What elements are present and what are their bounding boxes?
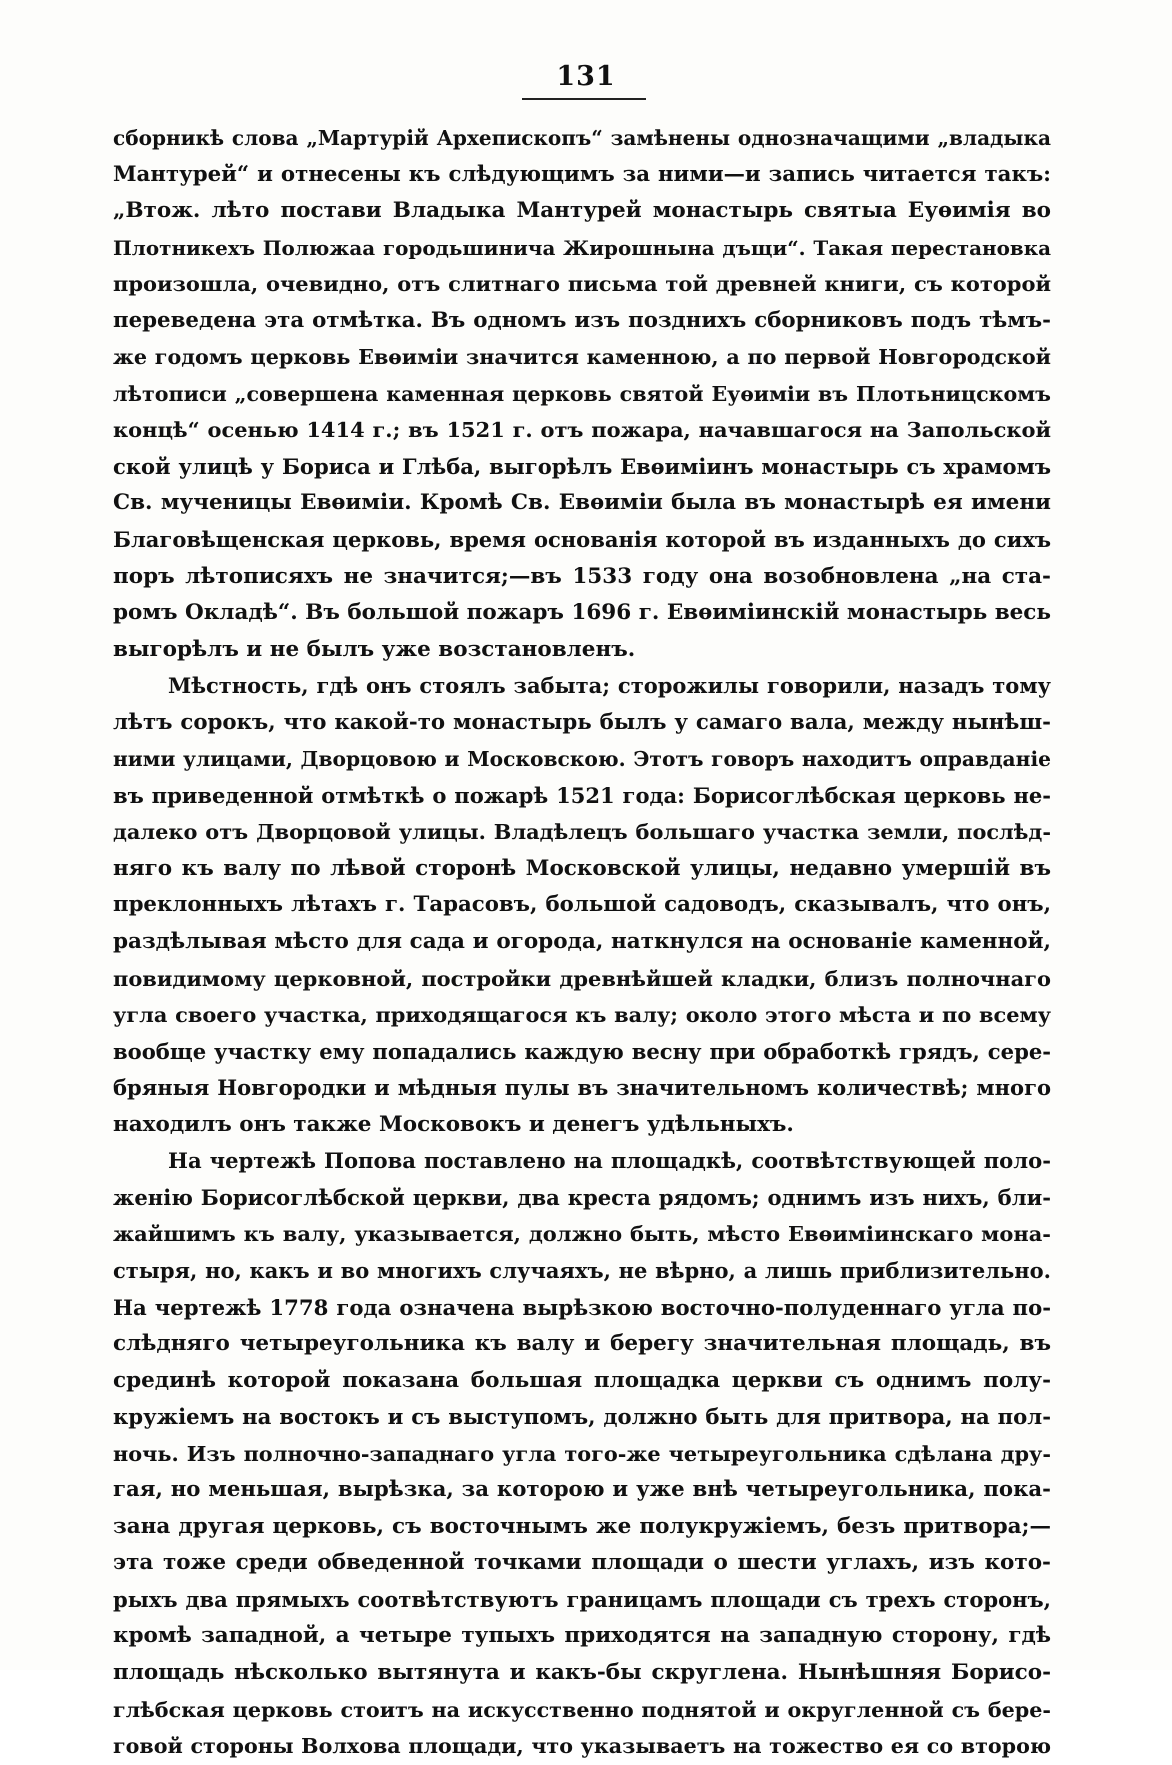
page-number: 131 xyxy=(556,61,616,92)
text-line: ской улицѣ у Бориса и Глѣба, выгорѣлъ Евѳиміинъ монастырь съ храмомъ xyxy=(113,453,1051,479)
text-line: стыря, но, какъ и во многихъ случаяхъ, не вѣрно, а лишь приблизительно. xyxy=(113,1257,1051,1283)
text-line: срединѣ которой показана большая площадка церкви съ однимъ полу- xyxy=(113,1367,1051,1393)
text-line: ними улицами, Дворцовою и Московскою. Этотъ говоръ находитъ оправданіе xyxy=(113,747,1051,772)
text-line: же годомъ церковь Евѳиміи значится каменною, а по первой Новгородской xyxy=(113,345,1051,370)
text-line: повидимому церковной, постройки древнѣйшей кладки, близъ полночнаго xyxy=(113,965,1051,991)
text-line: кромѣ западной, а четыре тупыхъ приходятся на западную сторону, гдѣ xyxy=(113,1623,1051,1649)
text-line: Мантурей“ и отнесены къ слѣдующимъ за ними—и запись читается такъ: xyxy=(113,161,1051,187)
text-line: произошла, очевидно, отъ слитнаго письма той древней книги, съ которой xyxy=(113,271,1051,297)
text-line: На чертежѣ 1778 года означена вырѣзкою восточно-полуденнаго угла по- xyxy=(113,1294,1051,1320)
text-line: слѣдняго четыреугольника къ валу и берегу значительная площадь, въ xyxy=(113,1331,1051,1357)
text-line: няго къ валу по лѣвой сторонѣ Московской улицы, недавно умершій въ xyxy=(113,855,1051,881)
text-line: На чертежѣ Попова поставлено на площадкѣ, соотвѣтствующей поло- xyxy=(168,1148,1051,1174)
text-line: вообще участку ему попадались каждую весну при обработкѣ грядъ, сере- xyxy=(113,1038,1051,1064)
text-line: Плотникехъ Полюжаа городьшинича Жирошнына дъщи“. Такая перестановка xyxy=(113,235,1051,260)
text-line: сборникѣ слова „Мартурій Архепископъ“ замѣнены однозначащими „владыка xyxy=(113,126,1051,150)
text-line: площадь нѣсколько вытянута и какъ-бы скруглена. Нынѣшняя Борисо- xyxy=(113,1659,1051,1685)
text-line: ромъ Окладѣ“. Въ большой пожаръ 1696 г. Евѳиміинскій монастырь весь xyxy=(113,600,1051,626)
text-line: Благовѣщенская церковь, время основанія которой въ изданныхъ до сихъ xyxy=(113,527,1051,553)
page-number-rule xyxy=(522,98,646,100)
text-line: лѣтописи „совершена каменная церковь святой Еуѳиміи въ Плотьницскомъ xyxy=(113,381,1051,406)
text-line: выгорѣлъ и не былъ уже возстановленъ. xyxy=(113,636,636,662)
text-line: въ приведенной отмѣткѣ о пожарѣ 1521 года: Борисоглѣбская церковь не- xyxy=(113,782,1051,808)
text-line: лѣтъ сорокъ, что какой-то монастырь былъ у самаго вала, между нынѣш- xyxy=(113,709,1051,735)
text-line: раздѣлывая мѣсто для сада и огорода, наткнулся на основаніе каменной, xyxy=(113,929,1051,955)
text-line: Мѣстность, гдѣ онъ стоялъ забыта; сторожилы говорили, назадъ тому xyxy=(168,673,1051,699)
text-line: поръ лѣтописяхъ не значится;—въ 1533 году она возобновлена „на ста- xyxy=(113,563,1051,589)
text-line: глѣбская церковь стоитъ на искусственно поднятой и округленной съ бере- xyxy=(113,1697,1051,1722)
text-line: концѣ“ осенью 1414 г.; въ 1521 г. отъ пожара, начавшагося на Запольской xyxy=(113,417,1051,443)
paragraph-2 xyxy=(113,668,1051,1143)
text-line: Св. мученицы Евѳиміи. Кромѣ Св. Евѳиміи была въ монастырѣ ея имени xyxy=(113,490,1051,516)
paragraph-1 xyxy=(113,120,1051,668)
text-line: ночь. Изъ полночно-западнаго угла того-же четыреугольника сдѣлана дру- xyxy=(113,1440,1051,1466)
text-line: женію Борисоглѣбской церкви, два креста рядомъ; однимъ изъ нихъ, бли- xyxy=(113,1184,1051,1210)
text-line: переведена эта отмѣтка. Въ одномъ изъ позднихъ сборниковъ подъ тѣмъ- xyxy=(113,307,1051,333)
text-line: угла своего участка, приходящагося къ валу; около этого мѣста и по всему xyxy=(113,1002,1051,1028)
text-line: кружіемъ на востокъ и съ выступомъ, должно быть для притвора, на пол- xyxy=(113,1404,1051,1430)
text-line: говой стороны Волхова площади, что указываетъ на тожество ея со второю xyxy=(113,1734,1051,1759)
text-line: далеко отъ Дворцовой улицы. Владѣлецъ большаго участка земли, послѣд- xyxy=(113,819,1051,845)
text-line: зана другая церковь, съ восточнымъ же полукружіемъ, безъ притвора;— xyxy=(113,1513,1051,1539)
text-line: находилъ онъ также Московокъ и денегъ удѣльныхъ. xyxy=(113,1111,794,1137)
text-line: рыхъ два прямыхъ соотвѣтствуютъ границамъ площади съ трехъ сторонъ, xyxy=(113,1586,1051,1612)
text-line: гая, но меньшая, вырѣзка, за которою и уже внѣ четыреугольника, пока- xyxy=(113,1477,1051,1503)
body-text xyxy=(113,120,1051,1765)
paragraph-3 xyxy=(113,1143,1051,1764)
text-line: жайшимъ къ валу, указывается, должно быть, мѣсто Евѳиміинскаго мона- xyxy=(113,1221,1051,1247)
text-line: бряныя Новгородки и мѣдныя пулы въ значительномъ количествѣ; много xyxy=(113,1075,1051,1101)
text-line: преклонныхъ лѣтахъ г. Тарасовъ, большой садоводъ, сказывалъ, что онъ, xyxy=(113,892,1051,918)
text-line: эта тоже среди обведенной точками площади о шести углахъ, изъ кото- xyxy=(113,1550,1051,1576)
text-line: „Втож. лѣто постави Владыка Мантурей монастырь святыа Еуѳимія во xyxy=(113,198,1051,224)
